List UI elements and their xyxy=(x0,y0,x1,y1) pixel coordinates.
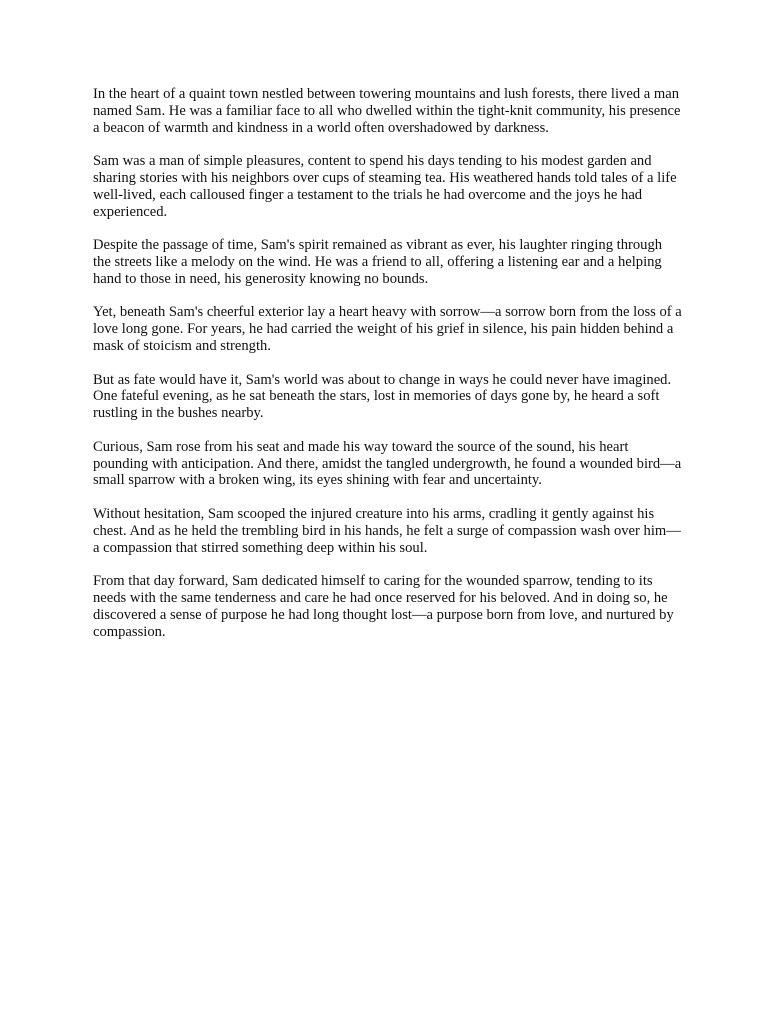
paragraph-5: But as fate would have it, Sam's world was about to change in ways he could never have imagined. One fateful evening, as he sat beneath the stars, lost in memories of days gone by, he heard a soft rustling in the bushes nearby. xyxy=(93,371,672,422)
paragraph-7: Without hesitation, Sam scooped the injured creature into his arms, cradling it gently against his chest. And as he held the trembling bird in his hands, he felt a surge of compassion wash over him—a compassion that stirred something deep within his soul. xyxy=(93,505,681,556)
document-body xyxy=(93,86,683,657)
paragraph-1: In the heart of a quaint town nestled between towering mountains and lush forests, there lived a man named Sam. He was a familiar face to all who dwelled within the tight-knit community, his presence a beacon of warmth and kindness in a world often overshadowed by darkness. xyxy=(93,86,681,136)
paragraph-2: Sam was a man of simple pleasures, content to spend his days tending to his modest garden and sharing stories with his neighbors over cups of steaming tea. His weathered hands told tales of a life well-lived, each calloused finger a testament to the trials he had overcome and the joys he had experienced. xyxy=(93,153,677,220)
paragraph-6: Curious, Sam rose from his seat and made his way toward the source of the sound, his heart pounding with anticipation. And there, amidst the tangled undergrowth, he found a wounded bird—a small sparrow with a broken wing, its eyes shining with fear and uncertainty. xyxy=(93,438,682,489)
paragraph-3: Despite the passage of time, Sam's spirit remained as vibrant as ever, his laughter ringing through the streets like a melody on the wind. He was a friend to all, offering a listening ear and a helping hand to those in need, his generosity knowing no bounds. xyxy=(93,237,663,287)
paragraph-8: From that day forward, Sam dedicated himself to caring for the wounded sparrow, tending to its needs with the same tenderness and care he had once reserved for his beloved. And in doing so, he discovered a sense of purpose he had long thought lost—a purpose born from love, and nurtured by compassion. xyxy=(93,573,674,640)
paragraph-4: Yet, beneath Sam's cheerful exterior lay a heart heavy with sorrow—a sorrow born from the loss of a love long gone. For years, he had carried the weight of his grief in silence, his pain hidden behind a mask of stoicism and strength. xyxy=(93,304,682,354)
